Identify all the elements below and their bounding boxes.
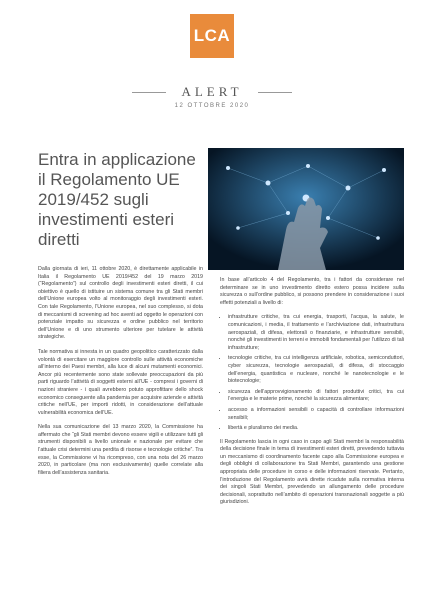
alert-divider-left	[132, 92, 166, 93]
alert-divider-right	[258, 92, 292, 93]
impact-factors-list	[220, 314, 404, 432]
list-item: • accesso a informazioni sensibili o capacità di controllare informazioni sensibili;	[228, 407, 404, 422]
right-column	[220, 277, 404, 514]
lca-logo	[190, 14, 234, 58]
list-item: • sicurezza dell’approvvigionamento di fattori produttivi critici, tra cui l’energia e le materie prime, nonché la sicurezza alimentare;	[228, 389, 404, 404]
logo-text: LCA	[193, 26, 231, 45]
left-paragraph: Nella sua comunicazione del 13 marzo 2020, la Commissione ha affermato che “gli Stati membri devono essere vigili e utilizzare tutti gli strumenti disponibili a livello unionale e nazionale per evitare che l’attuale crisi determini una perdita di risorse e tecnologie critiche”. Tra esse, la Commissione vi ha ricompreso, con una nota del 26 marzo 2020, in particolare (ma non esclusivamente) quelle correlate alla filiera dell’assistenza sanitaria.	[38, 424, 203, 476]
list-item: • tecnologie critiche, tra cui intelligenza artificiale, robotica, semiconduttori, cyber sicurezza, tecnologie aerospaziali, di difesa, di stoccaggio dell’energia, quantistica e nucleare, nonché le nanotecnologie e le biotecnologie;	[228, 355, 404, 385]
publication-date: 12 OTTOBRE 2020	[174, 103, 250, 109]
alert-title: ALERT	[181, 84, 243, 99]
hero-image-hand-network	[208, 148, 404, 270]
left-column	[38, 266, 203, 484]
list-item: • libertà e pluralismo dei media.	[228, 425, 404, 433]
right-intro-paragraph: In base all’articolo 4 del Regolamento, tra i fattori da considerare nel determinare se in uno investimento diretto estero possa incidere sulla sicurezza o sull’ordine pubblico, si possono prendere in considerazione i suoi effetti potenziali a livello di:	[220, 277, 404, 306]
left-paragraph: Dalla giornata di ieri, 11 ottobre 2020, è direttamente applicabile in Italia il Regolamento UE 2019/452 del 19 marzo 2019 (“Regolamento”) sul controllo degli investimenti esteri diretti, il cui obiettivo è quello di istituire un sistema comune tra gli Stati membri dell’Unione europea volto al monitoraggio degli investimenti esteri. Con tale Regolamento, l’Unione europea, nel suo complesso, si dota di meccanismi di screening ad hoc aventi ad oggetto le operazioni con potenziale impatto su sicurezza e ordine pubblico nel territorio dell’Unione e di uno strumento ulteriore per tutelare le attività strategiche.	[38, 266, 203, 341]
left-paragraph: Tale normativa si innesta in un quadro geopolitico caratterizzato dalla volontà di esercitare un maggiore controllo sulle attività economiche all’interno dei Paesi membri, alla luce di alcuni mutamenti economici. Ancor più recentemente sono state sollevate preoccupazioni da più parti riguardo l’attività di soggetti esterni all’UE - compresi i governi di nazioni straniere - i quali avrebbero potuto approfittare dello shock economico conseguente alla pandemia per acquisire aziende e attività critiche nell’UE, per importi ridotti, in considerazione dell’attuale vulnerabilità economica dell’UE.	[38, 348, 203, 416]
list-item: • infrastrutture critiche, tra cui energia, trasporti, l’acqua, la salute, le comunicazioni, i media, il trattamento e l’archiviazione dati, infrastruttura aerospaziali, di difesa, elettorali o finanziarie, e infrastrutture sensibili, nonché gli investimenti in terreni e immobili fondamentali per l’utilizzo di tali infrastrutture;	[228, 314, 404, 352]
article-headline: Entra in applicazione il Regolamento UE 2019/452 sugli investimenti esteri diretti	[38, 150, 196, 249]
right-closing-paragraph: Il Regolamento lascia in ogni caso in capo agli Stati membri la responsabilità della decisione finale in tema di investimenti esteri diretti, prevedendo tuttavia un meccanismo di coordinamento facente capo alla Commissione europea e degli obblighi di collaborazione tra Stati Membri, garantendo una gestione appropriata delle procedure in corso e delle informazioni riservate. Pertanto, l’introduzione del Regolamento avrà dirette ricadute sulla normativa interna dei singoli Stati Membri, prevedendo un allungamento delle procedure decisionali, soprattutto nell’ambito di operazioni transnazionali soggette a più giurisdizioni.	[220, 438, 404, 506]
